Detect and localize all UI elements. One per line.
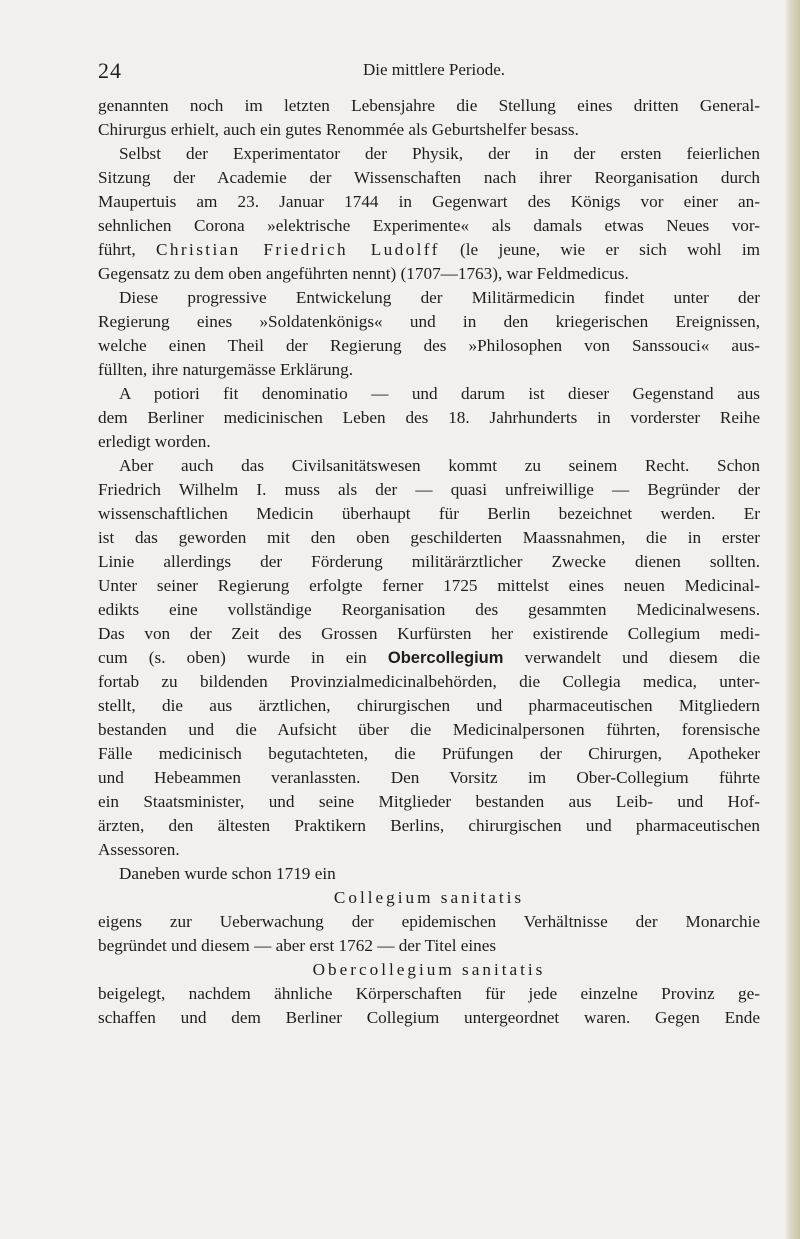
text-line: Diese progressive Entwickelung der Militärmedicin findet unter der	[119, 288, 760, 307]
text-line: A potiori fit denominatio — und darum ist dieser Gegenstand aus	[119, 384, 760, 403]
paragraph	[98, 94, 760, 142]
text-line: Assessoren.	[98, 840, 180, 859]
page-edge	[786, 0, 800, 1239]
paragraph	[98, 286, 760, 382]
text-fragment: führt,	[98, 240, 136, 259]
text-line	[98, 238, 760, 262]
text-line: ärzten, den ältesten Praktikern Berlins, chirurgischen und pharmaceutischen	[98, 816, 760, 835]
paragraph	[98, 910, 760, 958]
text-line: erledigt worden.	[98, 432, 211, 451]
text-fragment: (le jeune, wie er sich wohl im	[460, 240, 761, 259]
text-line: und Hebeammen veranlassten. Den Vorsitz im Ober-Collegium führte	[98, 768, 760, 787]
text-line: Selbst der Experimentator der Physik, der in der ersten feierlichen	[119, 144, 760, 163]
paragraph	[98, 982, 760, 1030]
text-line: Maupertuis am 23. Januar 1744 in Gegenwart des Königs vor einer an-	[98, 192, 760, 211]
text-line: sehnlichen Corona »elektrische Experimente« als damals etwas Neues vor-	[98, 216, 760, 235]
text-line: Aber auch das Civilsanitätswesen kommt zu seinem Recht. Schon	[119, 456, 760, 475]
body-text	[98, 94, 760, 1030]
text-line: stellt, die aus ärztlichen, chirurgischen und pharmaceutischen Mitgliedern	[98, 696, 760, 715]
text-fragment: verwandelt und diesem die	[524, 648, 760, 667]
paragraph	[98, 382, 760, 454]
bold-term: Obercollegium	[387, 649, 504, 667]
person-name: Christian Friedrich Ludolff	[156, 240, 440, 259]
text-line: Gegensatz zu dem oben angeführten nennt) (1707—1763), war Feldmedicus.	[98, 264, 629, 283]
text-line: Das von der Zeit des Grossen Kurfürsten her existirende Collegium medi-	[98, 624, 760, 643]
text-fragment: cum (s. oben) wurde in ein	[98, 648, 367, 667]
running-head: Die mittlere Periode.	[362, 60, 506, 79]
page-number: 24	[98, 58, 122, 83]
text-line: fortab zu bildenden Provinzialmedicinalbehörden, die Collegia medica, unter-	[98, 672, 760, 691]
text-line: begründet und diesem — aber erst 1762 — der Titel eines	[98, 936, 497, 955]
paragraph	[98, 454, 760, 862]
text-line: schaffen und dem Berliner Collegium untergeordnet waren. Gegen Ende	[98, 1008, 760, 1027]
text-line	[98, 646, 760, 670]
text-line: Daneben wurde schon 1719 ein	[119, 864, 336, 883]
centered-heading: Collegium sanitatis	[333, 888, 525, 907]
text-line: wissenschaftlichen Medicin überhaupt für Berlin bezeichnet werden. Er	[98, 504, 760, 523]
text-line: Sitzung der Academie der Wissenschaften nach ihrer Reorganisation durch	[98, 168, 760, 187]
text-line: Unter seiner Regierung erfolgte ferner 1725 mittelst eines neuen Medicinal-	[98, 576, 760, 595]
centered-heading: Obercollegium sanitatis	[312, 960, 546, 979]
text-line: beigelegt, nachdem ähnliche Körperschaften für jede einzelne Provinz ge-	[98, 984, 760, 1003]
paragraph	[98, 142, 760, 286]
text-line: Chirurgus erhielt, auch ein gutes Renommée als Geburtshelfer besass.	[98, 120, 579, 139]
text-line: Regierung eines »Soldatenkönigs« und in den kriegerischen Ereignissen,	[98, 312, 760, 331]
text-line: genannten noch im letzten Lebensjahre die Stellung eines dritten General-	[98, 96, 760, 115]
text-line: Linie allerdings der Förderung militärärztlicher Zwecke dienen sollten.	[98, 552, 760, 571]
text-line: füllten, ihre naturgemässe Erklärung.	[98, 360, 354, 379]
page-header	[98, 58, 760, 88]
text-line: bestanden und die Aufsicht über die Medicinalpersonen führten, forensische	[98, 720, 760, 739]
text-line: Fälle medicinisch begutachteten, die Prüfungen der Chirurgen, Apotheker	[98, 744, 760, 763]
text-line: ein Staatsminister, und seine Mitglieder bestanden aus Leib- und Hof-	[98, 792, 760, 811]
paragraph	[98, 862, 760, 886]
text-line: Friedrich Wilhelm I. muss als der — quasi unfreiwillige — Begründer der	[98, 480, 760, 499]
text-line: edikts eine vollständige Reorganisation des gesammten Medicinalwesens.	[98, 600, 760, 619]
text-line: ist das geworden mit den oben geschilderten Maassnahmen, die in erster	[98, 528, 760, 547]
text-line: eigens zur Ueberwachung der epidemischen Verhältnisse der Monarchie	[98, 912, 760, 931]
text-line: welche einen Theil der Regierung des »Philosophen von Sanssouci« aus-	[98, 336, 760, 355]
text-line: dem Berliner medicinischen Leben des 18. Jahrhunderts in vorderster Reihe	[98, 408, 760, 427]
